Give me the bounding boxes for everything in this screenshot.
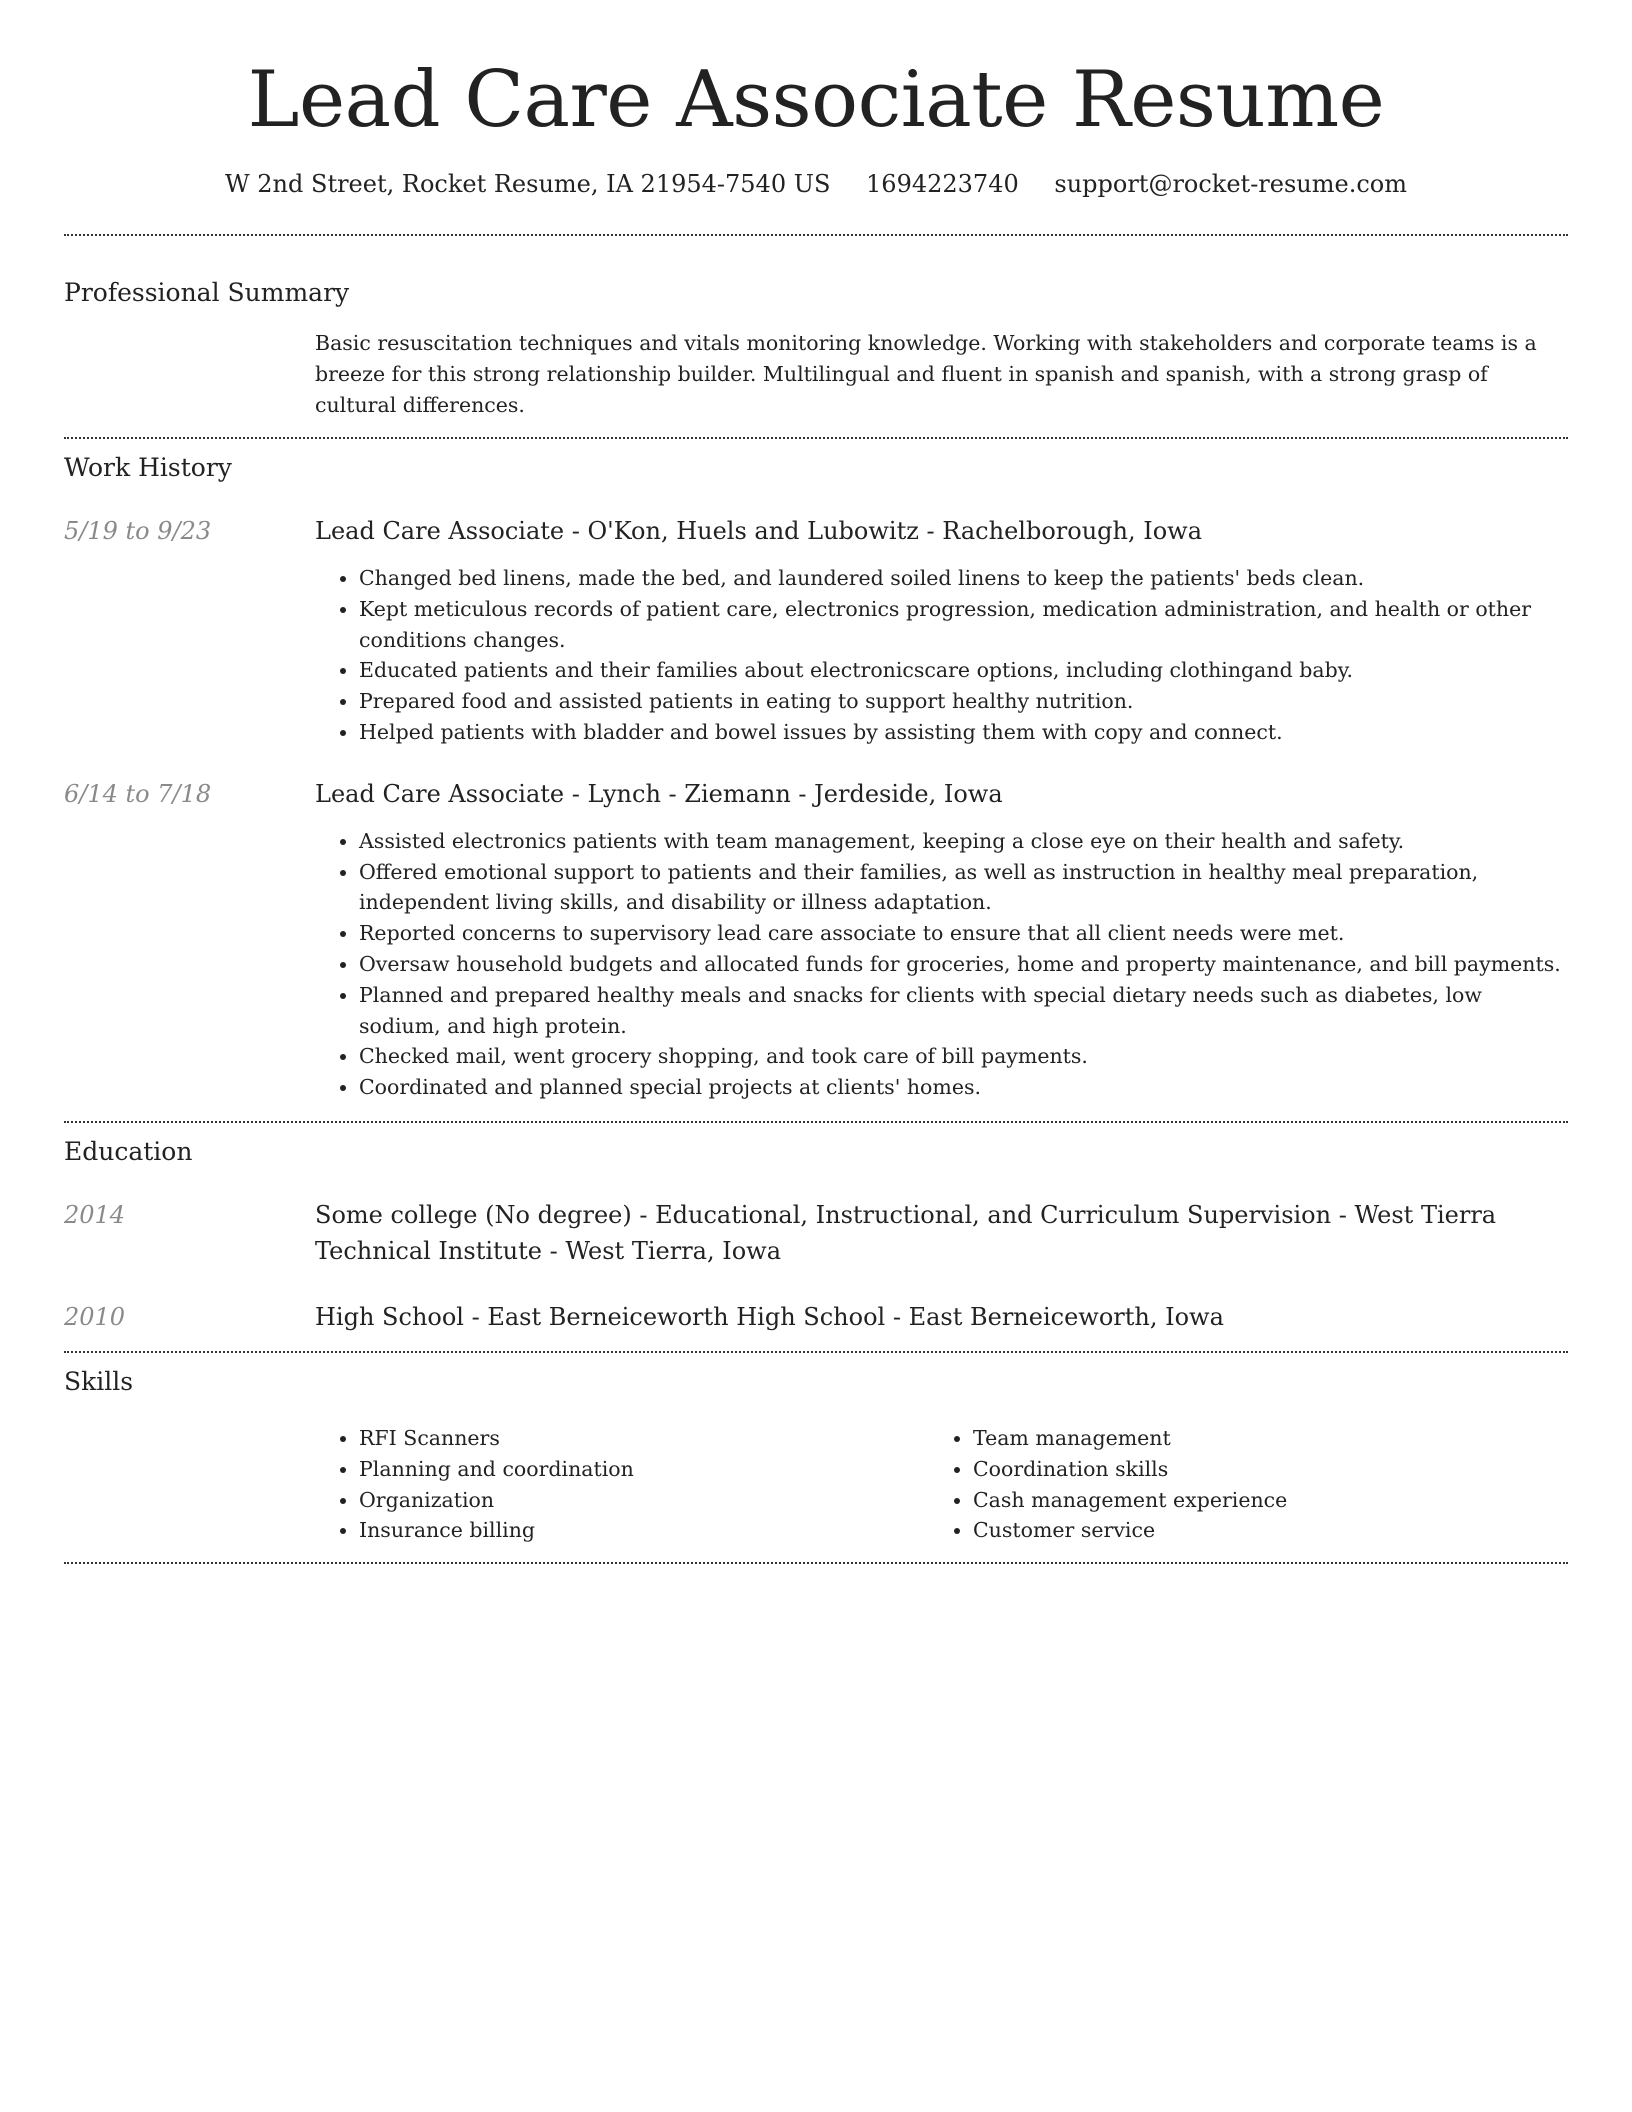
education-body xyxy=(315,1197,1568,1269)
contact-address: W 2nd Street, Rocket Resume, IA 21954-7540 US xyxy=(224,170,831,198)
job-bullet: • Assisted electronics patients with team management, keeping a close eye on their health and safety. xyxy=(359,826,1568,857)
contact-phone: 1694223740 xyxy=(866,170,1019,198)
section-divider xyxy=(64,1351,1568,1353)
section-divider xyxy=(64,1121,1568,1123)
education-body xyxy=(315,1299,1568,1335)
job-bullet: • Oversaw household budgets and allocated funds for groceries, home and property maintenance, and bill payments. xyxy=(359,949,1568,980)
skills-right-column xyxy=(929,1423,1533,1546)
summary-heading: Professional Summary xyxy=(64,278,350,307)
job-title: Lead Care Associate - O'Kon, Huels and Lubowitz - Rachelborough, Iowa xyxy=(315,517,1203,545)
job-bullet: • Kept meticulous records of patient care, electronics progression, medication administration, and health or other conditions changes. xyxy=(359,594,1568,656)
skill-item: • Planning and coordination xyxy=(359,1454,929,1485)
job-dates: 5/19 to 9/23 xyxy=(64,517,212,545)
job-bullet: • Reported concerns to supervisory lead care associate to ensure that all client needs were met. xyxy=(359,918,1568,949)
job-bullet: • Offered emotional support to patients and their families, as well as instruction in healthy meal preparation, independent living skills, and disability or illness adaptation. xyxy=(359,857,1568,919)
job-bullet: • Changed bed linens, made the bed, and laundered soiled linens to keep the patients' beds clean. xyxy=(359,563,1568,594)
skill-item: • RFI Scanners xyxy=(359,1423,929,1454)
skill-item: • Cash management experience xyxy=(973,1485,1533,1516)
job-entry xyxy=(64,513,1568,748)
education-section xyxy=(64,1135,1568,1335)
skill-item: • Team management xyxy=(973,1423,1533,1454)
education-entry xyxy=(64,1197,1568,1269)
job-bullets xyxy=(315,563,1568,748)
job-body xyxy=(315,776,1568,1103)
job-bullet: • Prepared food and assisted patients in eating to support healthy nutrition. xyxy=(359,686,1568,717)
skill-item: • Insurance billing xyxy=(359,1515,929,1546)
skill-item: • Coordination skills xyxy=(973,1454,1533,1485)
job-bullet: • Helped patients with bladder and bowel issues by assisting them with copy and connect. xyxy=(359,717,1568,748)
skills-columns xyxy=(315,1423,1568,1546)
skills-heading: Skills xyxy=(64,1366,134,1396)
contact-line xyxy=(64,168,1568,200)
education-heading: Education xyxy=(64,1136,193,1166)
education-year: 2010 xyxy=(64,1302,126,1331)
summary-text: Basic resuscitation techniques and vitals monitoring knowledge. Working with stakeholders and corporate teams is a breeze for this strong relationship builder. Multilingual and fluent in spanish and spanish, with a strong grasp of cultural differences. xyxy=(315,331,1537,417)
resume-title: Lead Care Associate Resume xyxy=(247,55,1385,145)
job-dates: 6/14 to 7/18 xyxy=(64,779,212,808)
education-year: 2014 xyxy=(64,1200,126,1229)
job-bullets xyxy=(315,826,1568,1103)
work-history-heading: Work History xyxy=(64,453,232,482)
section-divider xyxy=(64,234,1568,236)
skills-left-column xyxy=(315,1423,929,1546)
resume-page xyxy=(64,0,1568,1564)
skill-item: • Organization xyxy=(359,1485,929,1516)
section-divider xyxy=(64,437,1568,439)
skills-section xyxy=(64,1365,1568,1546)
job-bullet: • Planned and prepared healthy meals and snacks for clients with special dietary needs such as diabetes, low sodium, and high protein. xyxy=(359,980,1568,1042)
job-bullet: • Checked mail, went grocery shopping, and took care of bill payments. xyxy=(359,1041,1568,1072)
contact-email: support@rocket-resume.com xyxy=(1054,170,1407,198)
education-entry xyxy=(64,1299,1568,1335)
skill-item: • Customer service xyxy=(973,1515,1533,1546)
job-entry xyxy=(64,776,1568,1103)
education-text: Some college (No degree) - Educational, Instructional, and Curriculum Supervision - West Tierra Technical Institute - West Tierra, Iowa xyxy=(315,1200,1497,1265)
work-history-section xyxy=(64,451,1568,1103)
section-divider xyxy=(64,1562,1568,1564)
job-title: Lead Care Associate - Lynch - Ziemann - Jerdeside, Iowa xyxy=(315,779,1003,808)
job-bullet: • Educated patients and their families about electronicscare options, including clothingand baby. xyxy=(359,655,1568,686)
job-body xyxy=(315,513,1568,748)
summary-section xyxy=(64,276,1568,421)
job-bullet: • Coordinated and planned special projects at clients' homes. xyxy=(359,1072,1568,1103)
education-text: High School - East Berneiceworth High School - East Berneiceworth, Iowa xyxy=(315,1302,1224,1331)
